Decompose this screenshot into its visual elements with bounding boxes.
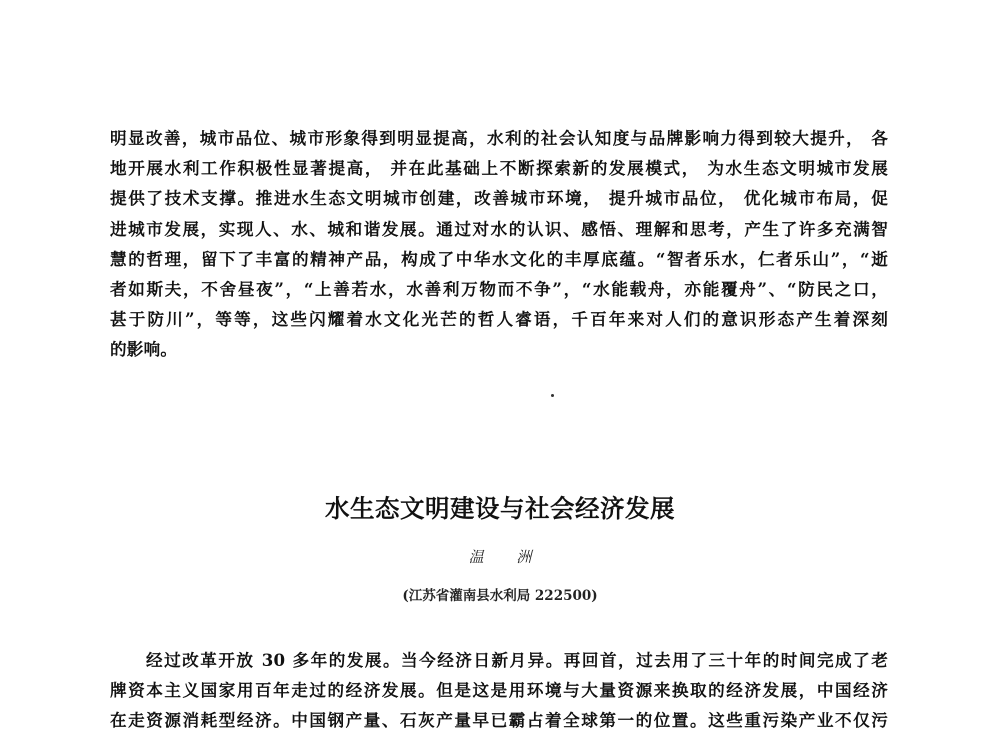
- text-line: 提供了技术支撑。推进水生态文明城市创建，改善城市环境， 提升城市品位， 优化城市布局，促: [110, 188, 888, 209]
- text-line: 在走资源消耗型经济。中国钢产量、石灰产量早已霸占着全球第一的位置。这些重污染产业不仅污: [110, 710, 888, 731]
- article-affiliation: (江苏省灌南县水利局 222500): [402, 588, 598, 604]
- article-body: [110, 645, 888, 736]
- previous-article-body: [110, 123, 888, 365]
- article-title: 水生态文明建设与社会经济发展: [325, 494, 675, 523]
- text-line: 牌资本主义国家用百年走过的经济发展。但是这是用环境与大量资源来换取的经济发展，中国经济: [110, 680, 888, 701]
- text-line: 明显改善，城市品位、城市形象得到明显提高，水利的社会认知度与品牌影响力得到较大提升， 各: [110, 128, 888, 148]
- text-line: 甚于防川”，等等，这些闪耀着水文化光芒的哲人睿语，千百年来对人们的意识形态产生着深刻: [110, 309, 888, 330]
- text-line: 慧的哲理，留下了丰富的精神产品，构成了中华水文化的丰厚底蕴。“智者乐水，仁者乐山”，“逝: [110, 248, 888, 269]
- text-line: 者如斯夫，不舍昼夜”，“上善若水，水善利万物而不争”，“水能载舟，亦能覆舟”、“防民之口，: [110, 278, 888, 299]
- text-line: 经过改革开放 30 多年的发展。当今经济日新月异。再回首，过去用了三十年的时间完成了老: [146, 650, 888, 670]
- text-line: 进城市发展，实现人、水、城和谐发展。通过对水的认识、感悟、理解和思考，产生了许多充满智: [110, 218, 888, 239]
- article-author: 温 洲: [468, 548, 546, 566]
- text-line: 的影响。: [110, 339, 178, 360]
- scan-speck: [551, 394, 554, 397]
- text-line: 地开展水利工作积极性显著提高， 并在此基础上不断探索新的发展模式， 为水生态文明城市发展: [110, 158, 888, 179]
